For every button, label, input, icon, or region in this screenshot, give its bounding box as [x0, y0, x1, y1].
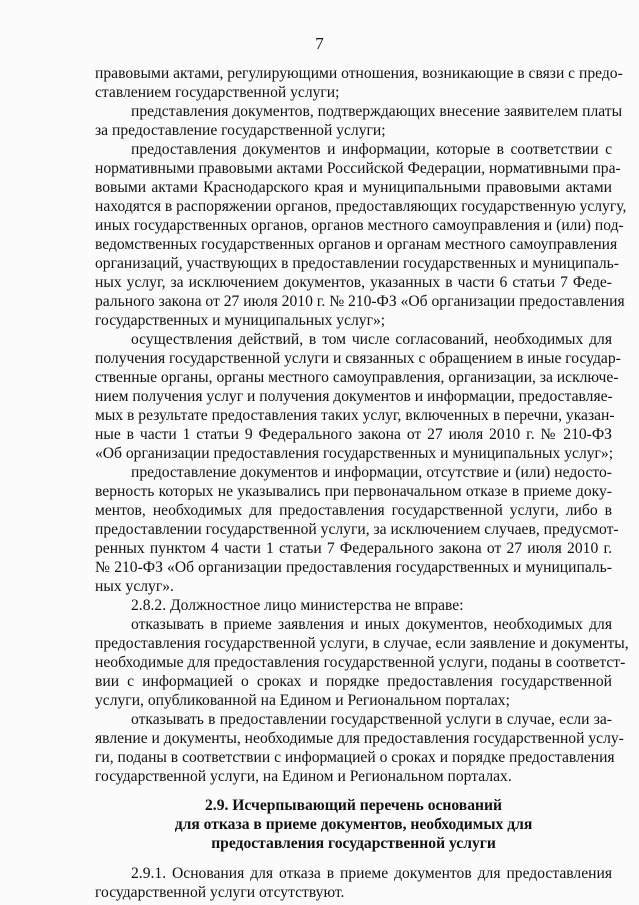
text-line: ведомственных государственных органов и органам местного самоуправления: [95, 236, 618, 253]
text-line: находятся в распоряжении органов, предоставляющих государственную услугу,: [95, 198, 627, 215]
text-line: предоставления государственной услуги, в случае, если заявление и документы,: [95, 635, 629, 652]
text-line: вии с информацией о сроках и порядке предоставления государственной: [95, 673, 612, 690]
text-line: 2.9.1. Основания для отказа в приеме документов для предоставления: [131, 865, 612, 882]
text-line: правовыми актами, регулирующими отношения, возникающие в связи с предо-: [95, 65, 623, 82]
section-heading: предоставления государственной услуги: [211, 835, 496, 852]
text-line: ные в части 1 статьи 9 Федерального закона от 27 июля 2010 г. № 210-ФЗ: [95, 426, 612, 443]
text-line: осуществления действий, в том числе согласований, необходимых для: [131, 331, 612, 348]
text-line: государственной услуги, на Едином и Региональном порталах.: [95, 768, 512, 785]
text-line: отказывать в предоставлении государственной услуги в случае, если за-: [131, 711, 612, 728]
text-line: мых в результате предоставления таких услуг, включенных в перечни, указан-: [95, 407, 615, 424]
text-line: за предоставление государственной услуги;: [95, 122, 386, 139]
text-line: получения государственной услуги и связанных с обращением в иные государ-: [95, 350, 621, 367]
text-line: представления документов, подтверждающих внесение заявителем платы: [131, 103, 623, 120]
text-line: нием получения услуг и получения документов и информации, предоставляе-: [95, 388, 613, 405]
text-line: предоставления документов и информации, которые в соответствии с: [131, 141, 612, 158]
text-line: необходимые для предоставления государственной услуги, поданы в соответст-: [95, 654, 626, 671]
text-line: ги, поданы в соответствии с информацией о сроках и порядке предоставления: [95, 749, 615, 766]
text-line: услуги, опубликованной на Едином и Региональном порталах;: [95, 692, 510, 709]
text-line: ренных пунктом 4 части 1 статьи 7 Федерального закона от 27 июля 2010 г.: [95, 540, 612, 557]
text-line: ментов, необходимых для предоставления государственной услуги, либо в: [95, 502, 612, 519]
page-number: 7: [315, 34, 324, 53]
text-line: отказывать в приеме заявления и иных документов, необходимых для: [131, 616, 612, 633]
text-line: вовыми актами Краснодарского края и муниципальными правовыми актами: [95, 179, 612, 196]
text-line: верность которых не указывались при первоначальном отказе в приеме доку-: [95, 483, 612, 500]
text-line: рального закона от 27 июля 2010 г. № 210-ФЗ «Об организации предоставления: [95, 293, 625, 310]
text-line: «Об организации предоставления государственных и муниципальных услуг»;: [95, 445, 614, 462]
text-line: государственной услуги отсутствуют.: [95, 884, 345, 901]
text-line: ных услуг».: [95, 578, 174, 595]
text-line: предоставлении государственной услуги, за исключением случаев, предусмот-: [95, 521, 619, 538]
text-line: предоставление документов и информации, отсутствие и (или) недосто-: [131, 464, 612, 481]
text-line: ставлением государственной услуги;: [95, 84, 340, 101]
text-line: иных государственных органов, органов местного самоуправления и (или) под-: [95, 217, 624, 234]
text-line: 2.8.2. Должностное лицо министерства не вправе:: [131, 597, 464, 614]
text-line: ных услуг, за исключением документов, указанных в части 6 статьи 7 Феде-: [95, 274, 612, 291]
text-line: организаций, участвующих в предоставлении государственных и муниципаль-: [95, 255, 619, 272]
text-line: государственных и муниципальных услуг»;: [95, 312, 386, 329]
section-heading: 2.9. Исчерпывающий перечень оснований: [205, 797, 502, 814]
text-line: явление и документы, необходимые для предоставления государственной услу-: [95, 730, 624, 747]
section-heading: для отказа в приеме документов, необходимых для: [174, 816, 533, 833]
text-line: № 210-ФЗ «Об организации предоставления государственных и муниципаль-: [95, 559, 612, 576]
text-line: нормативными правовыми актами Российской Федерации, нормативными пра-: [95, 160, 621, 177]
text-line: ственные органы, органы местного самоуправления, организации, за исключе-: [95, 369, 619, 386]
